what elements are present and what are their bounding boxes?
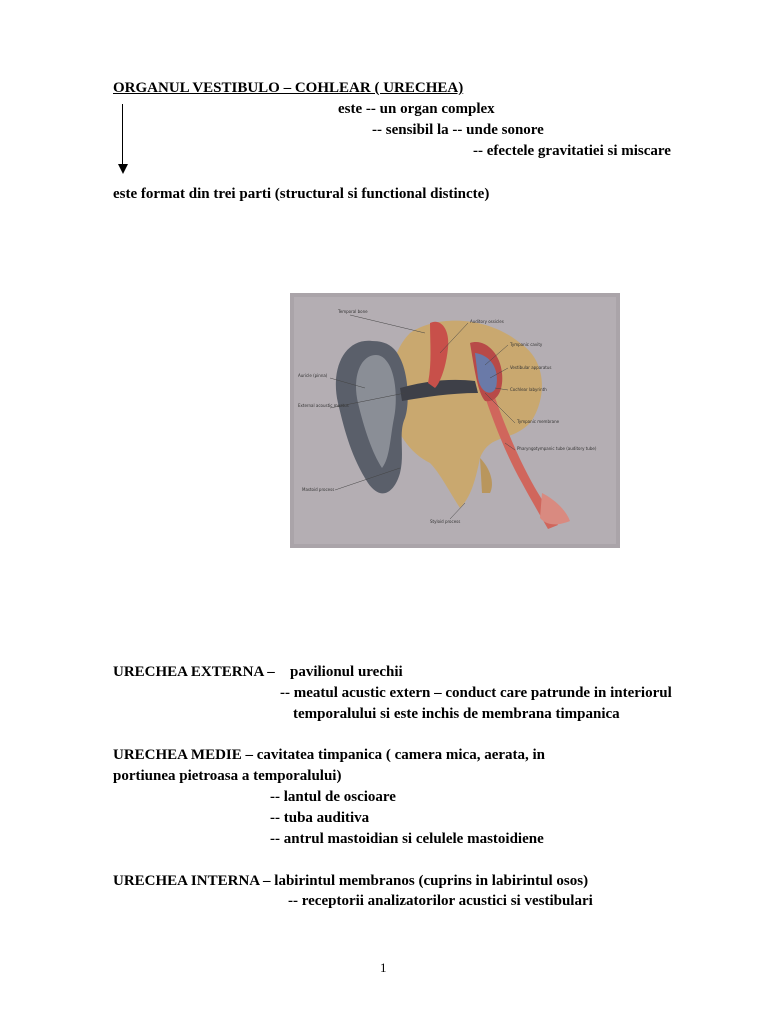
- intro-line-2: -- sensibil la -- unde sonore: [372, 122, 544, 138]
- medie-item-2: -- tuba auditiva: [270, 810, 370, 826]
- interna-title: URECHEA INTERNA – labirintul membranos (cuprins in labirintul osos): [113, 873, 589, 889]
- intro-line-1: este -- un organ complex: [338, 101, 495, 117]
- externa-item-2: -- meatul acustic extern – conduct care patrunde in interiorul: [280, 685, 672, 701]
- page-number: 1: [380, 960, 387, 975]
- ear-anatomy-figure: [290, 293, 620, 548]
- label-pharyngotympanic-tube: Pharyngotympanic tube (auditory tube): [517, 446, 597, 451]
- label-auditory-ossicles: Auditory ossicles: [470, 319, 504, 324]
- label-cochlear-labyrinth: Cochlear labyrinth: [510, 387, 547, 392]
- label-temporal-bone: Temporal bone: [338, 309, 368, 314]
- externa-item-1: pavilionul urechii: [290, 664, 403, 680]
- medie-title-cont: portiunea pietroasa a temporalului): [113, 768, 342, 784]
- medie-title: URECHEA MEDIE – cavitatea timpanica ( camera mica, aerata, in: [113, 747, 546, 763]
- label-auricle: Auricle (pinna): [298, 373, 328, 378]
- label-vestibular-apparatus: Vestibular apparatus: [510, 365, 552, 370]
- interna-item-1: -- receptorii analizatorilor acustici si vestibulari: [288, 893, 593, 909]
- down-arrow-icon: [122, 104, 123, 166]
- externa-item-2-cont: temporalului si este inchis de membrana timpanica: [293, 706, 620, 722]
- externa-title: URECHEA EXTERNA –: [113, 664, 275, 680]
- label-external-meatus: External acoustic meatus: [298, 403, 349, 408]
- arrowhead-icon: [118, 164, 128, 174]
- page-heading: ORGANUL VESTIBULO – COHLEAR ( URECHEA): [113, 80, 464, 96]
- medie-item-1: -- lantul de oscioare: [270, 789, 396, 805]
- intro-line-4: este format din trei parti (structural si functional distincte): [113, 186, 490, 202]
- label-tympanic-cavity: Tympanic cavity: [510, 342, 543, 347]
- intro-line-3: -- efectele gravitatiei si miscare: [473, 143, 671, 159]
- ear-anatomy-icon: [290, 293, 620, 548]
- label-styloid-process: Styloid process: [430, 519, 461, 524]
- medie-item-3: -- antrul mastoidian si celulele mastoidiene: [270, 831, 544, 847]
- label-tympanic-membrane: Tympanic membrane: [517, 419, 560, 424]
- label-mastoid-process: Mastoid process: [302, 487, 335, 492]
